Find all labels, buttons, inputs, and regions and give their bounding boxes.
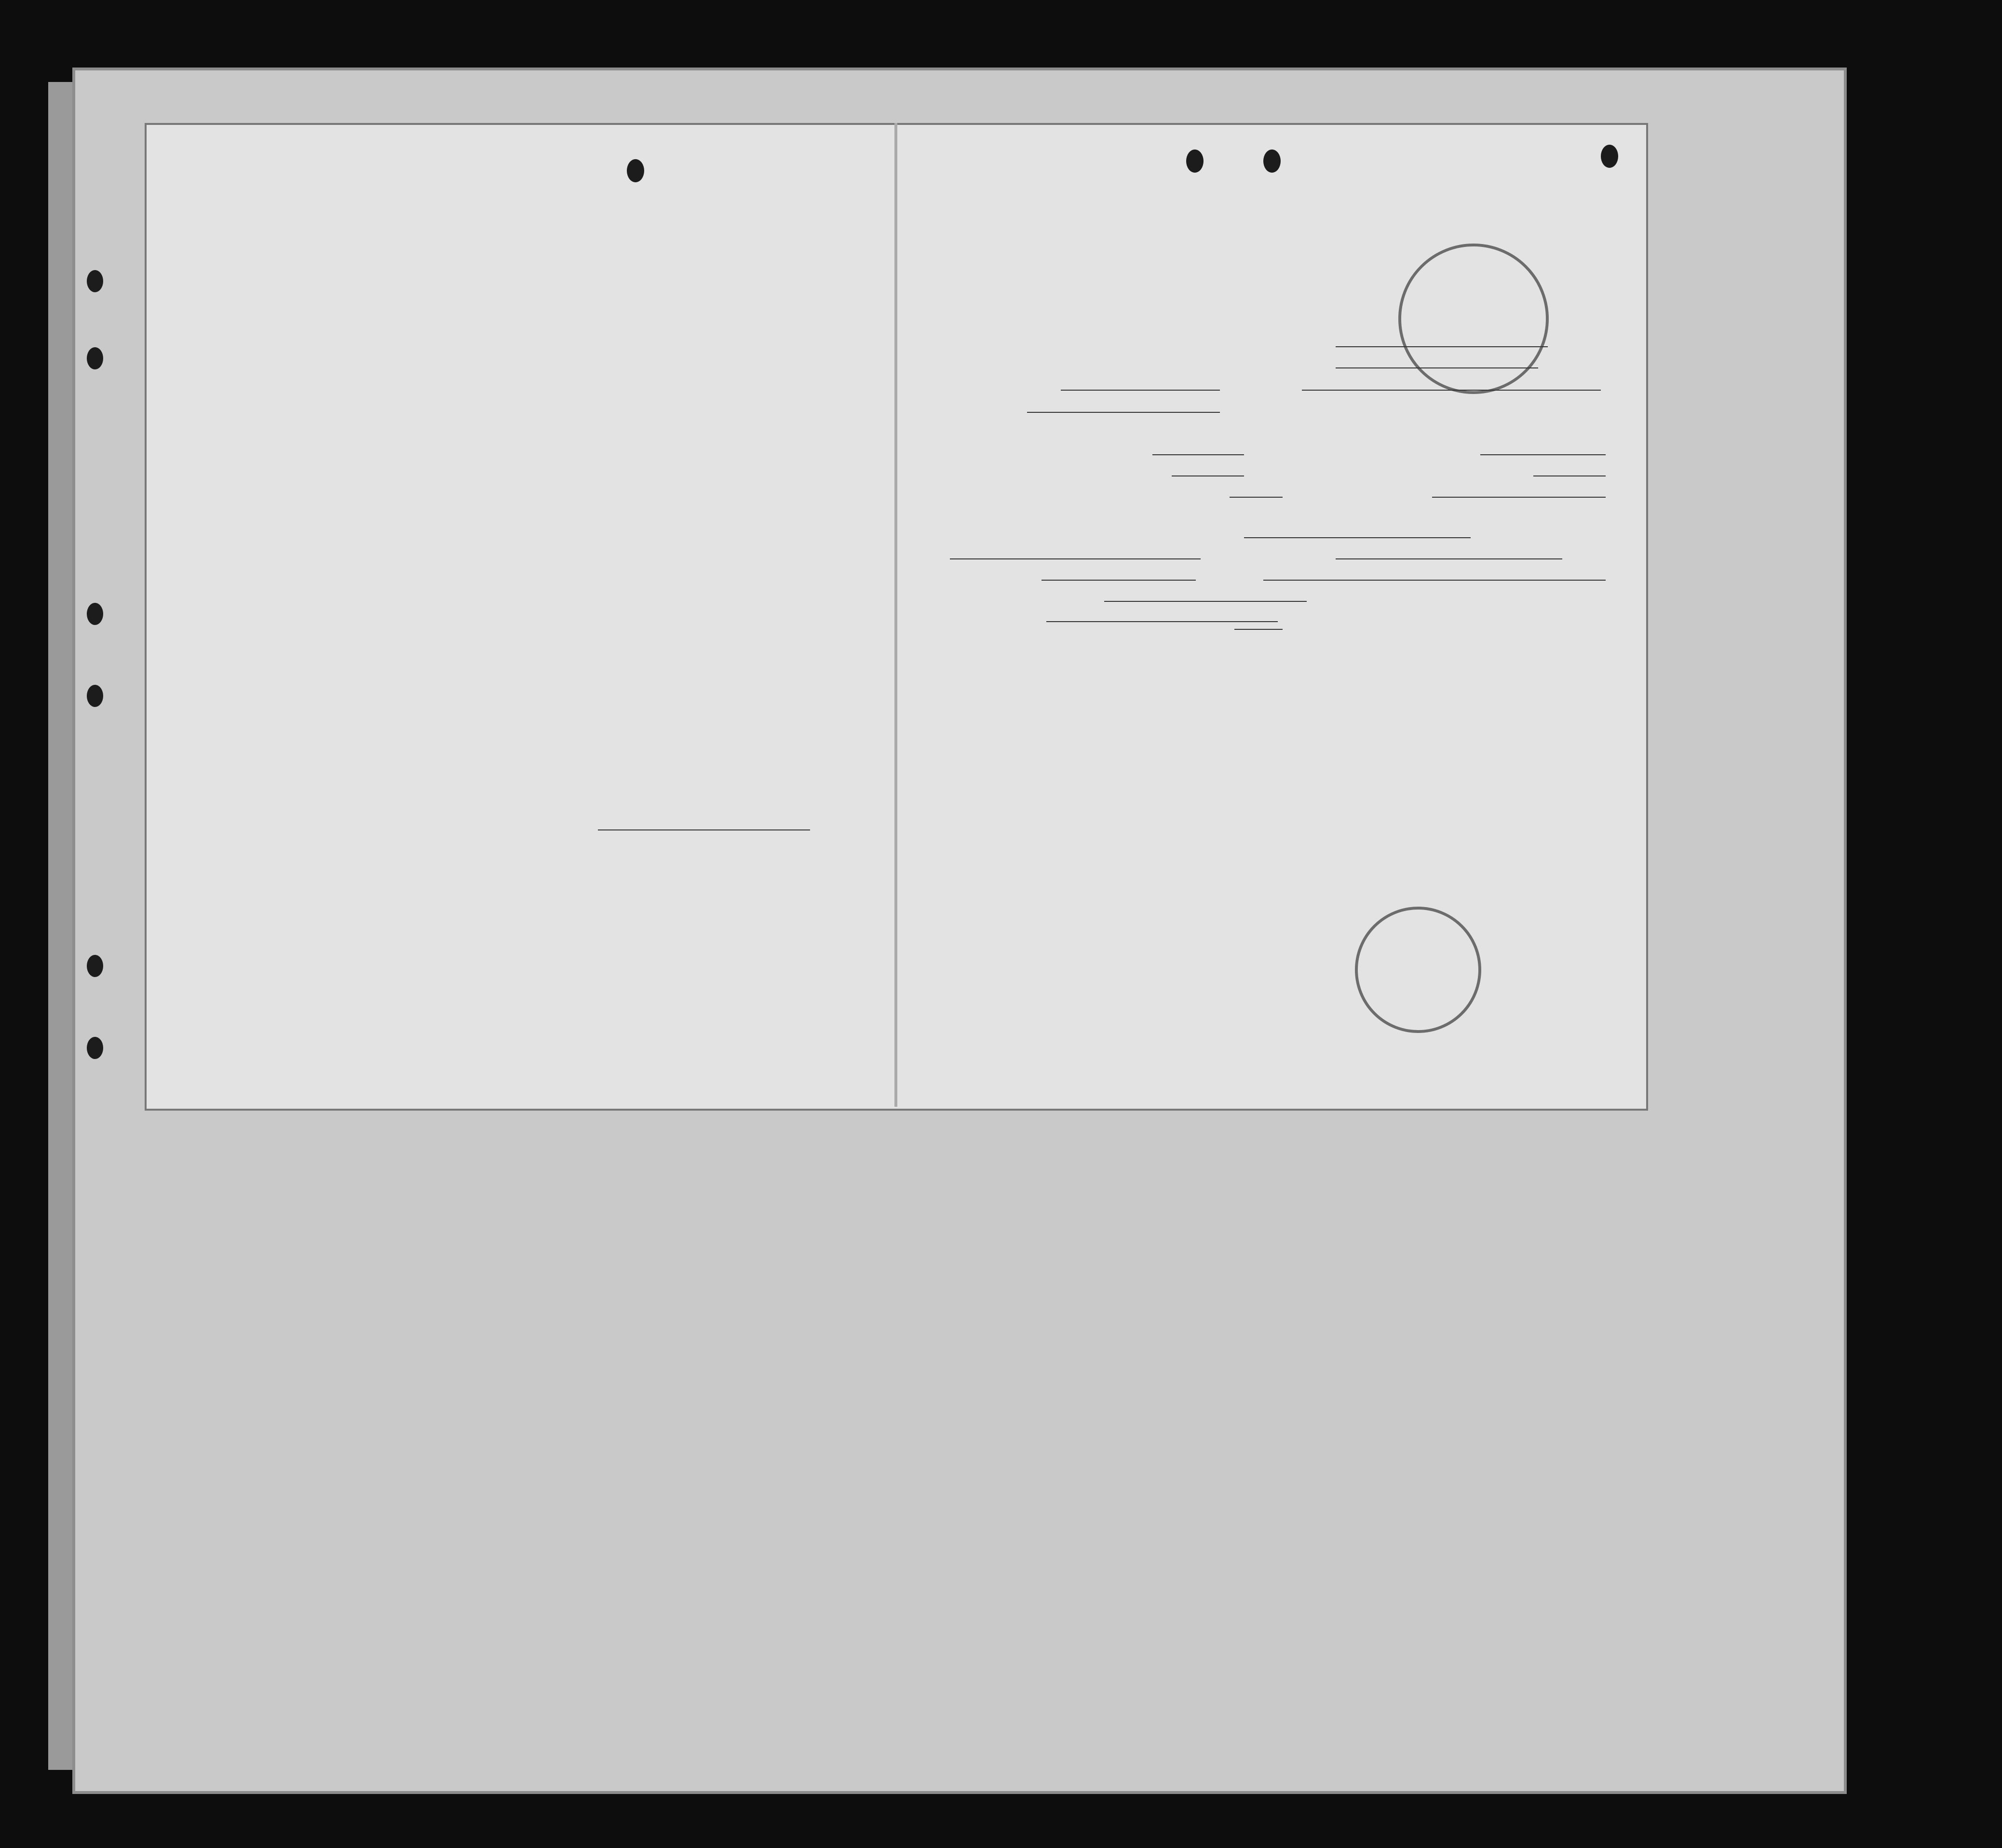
binder-hole	[87, 955, 103, 977]
received-stamp	[1355, 907, 1481, 1033]
line	[1230, 497, 1283, 498]
binder-hole	[87, 1037, 103, 1059]
line	[1042, 580, 1196, 581]
signature-line	[598, 829, 810, 830]
from-port-line	[1027, 412, 1220, 413]
punch-hole	[1186, 149, 1204, 173]
date-line	[1336, 367, 1538, 368]
punch-hole	[627, 159, 644, 182]
seamen-signed-table	[210, 236, 856, 738]
form-fold	[894, 123, 897, 1107]
binder-hole	[87, 603, 103, 625]
line	[1263, 580, 1606, 581]
punch-hole	[1601, 145, 1618, 168]
line	[1234, 629, 1283, 630]
line	[1152, 454, 1244, 455]
deserting-seamen-table	[950, 687, 1606, 1068]
port-line	[1336, 346, 1548, 347]
sheet-label	[1760, 1534, 1778, 1543]
nationality-line	[1061, 390, 1220, 391]
vessel-line	[1302, 390, 1601, 391]
line	[1104, 601, 1307, 602]
line	[1432, 497, 1606, 498]
line	[1336, 558, 1562, 559]
received-stamp-top	[1398, 244, 1549, 394]
line	[1480, 454, 1606, 455]
line	[1046, 621, 1278, 622]
binder-hole	[87, 685, 103, 707]
binder-hole	[87, 270, 103, 292]
line	[1244, 537, 1471, 538]
line	[950, 558, 1201, 559]
binder-hole	[87, 347, 103, 369]
punch-hole	[1263, 149, 1281, 173]
